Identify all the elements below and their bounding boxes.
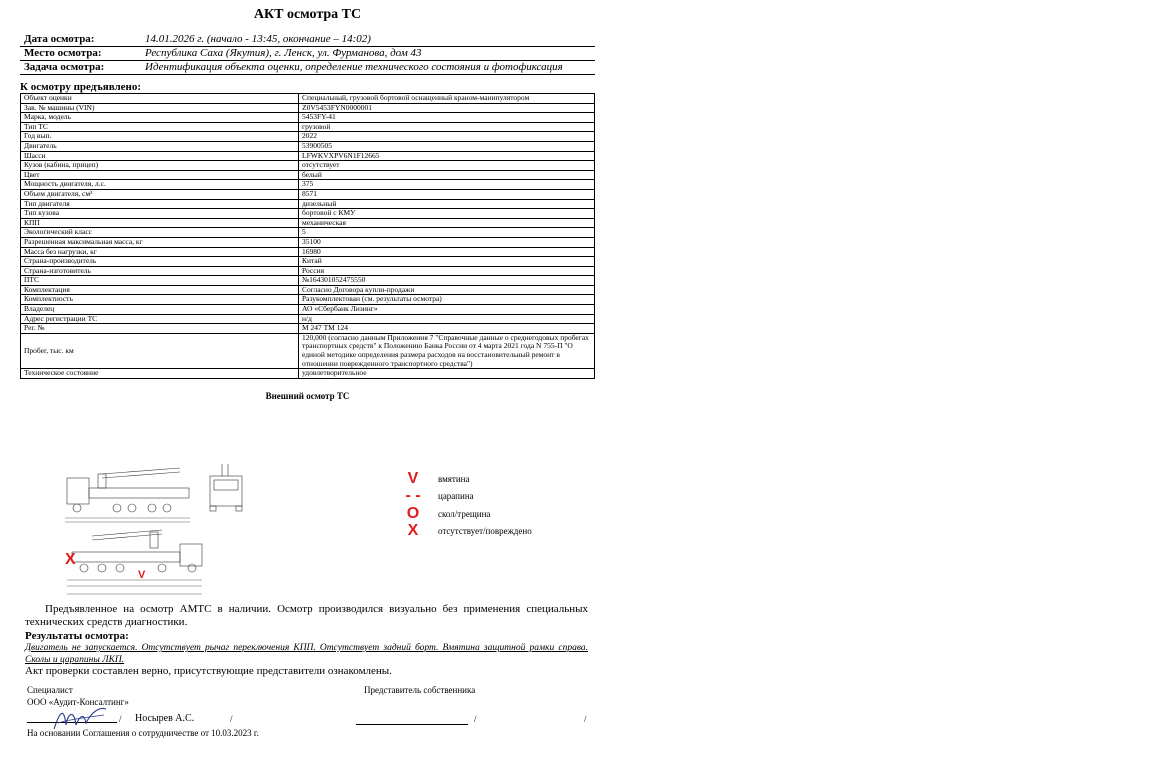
field-label: Страна-производитель <box>21 257 299 267</box>
field-value: Специальный, грузовой бортовой оснащенный краном-манипулятором <box>299 94 595 104</box>
owner-signature-line <box>356 724 468 725</box>
field-label: Зав. № машины (VIN) <box>21 103 299 113</box>
table-row <box>21 228 595 238</box>
field-label: Разрешенная максимальная масса, кг <box>21 237 299 247</box>
slash-3: / <box>474 714 477 724</box>
chip-label: скол/трещина <box>438 508 491 519</box>
field-value: 5453FY-41 <box>299 113 595 123</box>
scratch-symbol: - - <box>405 487 421 505</box>
header-block <box>20 33 595 75</box>
field-value: Разукомплектован (см. результаты осмотра) <box>299 295 595 305</box>
field-label: Масса без нагрузки, кг <box>21 247 299 257</box>
field-label: Экологический класс <box>21 228 299 238</box>
legend-item-missing <box>402 523 532 541</box>
damage-mark-missing: X <box>65 551 76 568</box>
place-value: Республика Саха (Якутия), г. Ленск, ул. Фурманова, дом 43 <box>145 47 422 59</box>
table-row <box>21 257 595 267</box>
legend-item-chip <box>402 505 532 523</box>
field-value: LFWKVXPV6N1F12665 <box>299 151 595 161</box>
field-value: 375 <box>299 180 595 190</box>
field-label: Объект оценки <box>21 94 299 104</box>
mileage-label: Пробег, тыс. км <box>21 333 299 368</box>
field-value: белый <box>299 170 595 180</box>
field-label: Страна-изготовитель <box>21 266 299 276</box>
field-value: грузовой <box>299 122 595 132</box>
field-value: механическая <box>299 218 595 228</box>
date-label: Дата осмотра: <box>24 33 95 45</box>
table-row <box>21 209 595 219</box>
scratch-label: царапина <box>438 491 474 502</box>
table-row <box>21 237 595 247</box>
field-value: бортовой с КМУ <box>299 209 595 219</box>
field-value: 2022 <box>299 132 595 142</box>
document-title: АКТ осмотра ТС <box>253 7 362 22</box>
field-label: Объем двигателя, см³ <box>21 189 299 199</box>
field-label: КПП <box>21 218 299 228</box>
field-label: Владелец <box>21 305 299 315</box>
dent-symbol: V <box>407 469 419 487</box>
presented-heading: К осмотру предъявлено: <box>20 81 142 93</box>
field-label: Рег. № <box>21 324 299 334</box>
inspection-paragraph: Предъявленное на осмотр АМТС в наличии. Осмотр производился визуально без применения специальных технических средств диагностики. <box>25 603 588 628</box>
field-label: Двигатель <box>21 141 299 151</box>
inspection-act <box>20 0 595 401</box>
field-value: н/д <box>299 314 595 324</box>
specialist-name: Носырев А.С. <box>135 713 195 724</box>
place-label: Место осмотра: <box>24 47 102 59</box>
missing-symbol: X <box>407 522 419 540</box>
legend-item-dent <box>402 470 532 488</box>
header-row-task <box>20 61 595 75</box>
field-value: М 247 ТМ 124 <box>299 324 595 334</box>
table-row <box>21 276 595 286</box>
table-row-tech-state <box>21 369 595 379</box>
field-value: Россия <box>299 266 595 276</box>
field-value: Z0V5453FYN0000001 <box>299 103 595 113</box>
field-value: 35100 <box>299 237 595 247</box>
field-value: отсутствует <box>299 161 595 171</box>
field-label: Тип кузова <box>21 209 299 219</box>
slash-2: / <box>230 714 233 724</box>
table-row <box>21 218 595 228</box>
results-heading: Результаты осмотра: <box>25 630 129 642</box>
slash-1: / <box>119 714 122 724</box>
company-name: ООО «Аудит-Консалтинг» <box>27 697 129 707</box>
table-row <box>21 94 595 104</box>
specialist-label: Специалист <box>27 685 73 695</box>
external-inspection-title: Внешний осмотр ТС <box>265 390 350 401</box>
task-label: Задача осмотра: <box>24 61 105 73</box>
table-row <box>21 161 595 171</box>
field-value: дизельный <box>299 199 595 209</box>
table-row-mileage <box>21 333 595 368</box>
field-value: 53900505 <box>299 141 595 151</box>
field-value: 8571 <box>299 189 595 199</box>
field-label: Цвет <box>21 170 299 180</box>
legend-item-scratch <box>402 488 532 506</box>
task-value: Идентификация объекта оценки, определение технического состояния и фотофиксация <box>145 61 563 73</box>
results-text: Двигатель не запускается. Отсутствует рычаг переключения КПП. Отсутствует задний борт. Вмятина защитной рамки справа. Сколы и царапины ЛКП. <box>25 643 588 665</box>
vehicle-info-table <box>20 93 595 379</box>
field-label: Шасси <box>21 151 299 161</box>
owner-rep-label: Представитель собственника <box>364 685 476 695</box>
date-value: 14.01.2026 г. (начало - 13:45, окончание – 14:02) <box>145 33 371 45</box>
field-label: Адрес регистрации ТС <box>21 314 299 324</box>
field-value: №164301052475550 <box>299 276 595 286</box>
damage-mark-dent: V <box>138 569 146 581</box>
vehicle-schematic-image <box>62 460 252 600</box>
table-row <box>21 324 595 334</box>
table-row <box>21 305 595 315</box>
field-label: Марка, модель <box>21 113 299 123</box>
header-row-date <box>20 33 595 47</box>
table-row <box>21 141 595 151</box>
field-label: ПТС <box>21 276 299 286</box>
chip-symbol: O <box>406 504 420 522</box>
field-value: 16980 <box>299 247 595 257</box>
tech-state-value: удовлетворительное <box>299 369 595 379</box>
field-value: АО «Сбербанк Лизинг» <box>299 305 595 315</box>
field-value: Согласно Договора купли-продажи <box>299 285 595 295</box>
table-row <box>21 113 595 123</box>
damage-legend <box>402 470 532 540</box>
agreement-basis: На основании Соглашения о сотрудничестве от 10.03.2023 г. <box>27 728 259 738</box>
field-label: Кузов (кабина, прицеп) <box>21 161 299 171</box>
field-label: Год вып. <box>21 132 299 142</box>
field-value: 5 <box>299 228 595 238</box>
header-row-place <box>20 47 595 61</box>
field-label: Тип ТС <box>21 122 299 132</box>
field-label: Тип двигателя <box>21 199 299 209</box>
table-row <box>21 189 595 199</box>
table-row <box>21 180 595 190</box>
field-label: Комплектация <box>21 285 299 295</box>
field-label: Мощность двигателя, л.с. <box>21 180 299 190</box>
slash-4: / <box>584 714 587 724</box>
dent-label: вмятина <box>438 473 470 484</box>
field-value: Китай <box>299 257 595 267</box>
tech-state-label: Техническое состояние <box>21 369 299 379</box>
closing-statement: Акт проверки составлен верно, присутствующие представители ознакомлены. <box>25 665 392 677</box>
mileage-value: 120,000 (согласно данным Приложения 7 "Справочные данные о среднегодовых пробегах транспортных средств" к Положению Банка России от 4 марта 2021 года N 755-П "О единой методике определения размера расходов на восстановительный ремонт в отношении поврежденного транспортного средства") <box>299 333 595 368</box>
missing-label: отсутствует/повреждено <box>438 526 532 537</box>
field-label: Комплектность <box>21 295 299 305</box>
